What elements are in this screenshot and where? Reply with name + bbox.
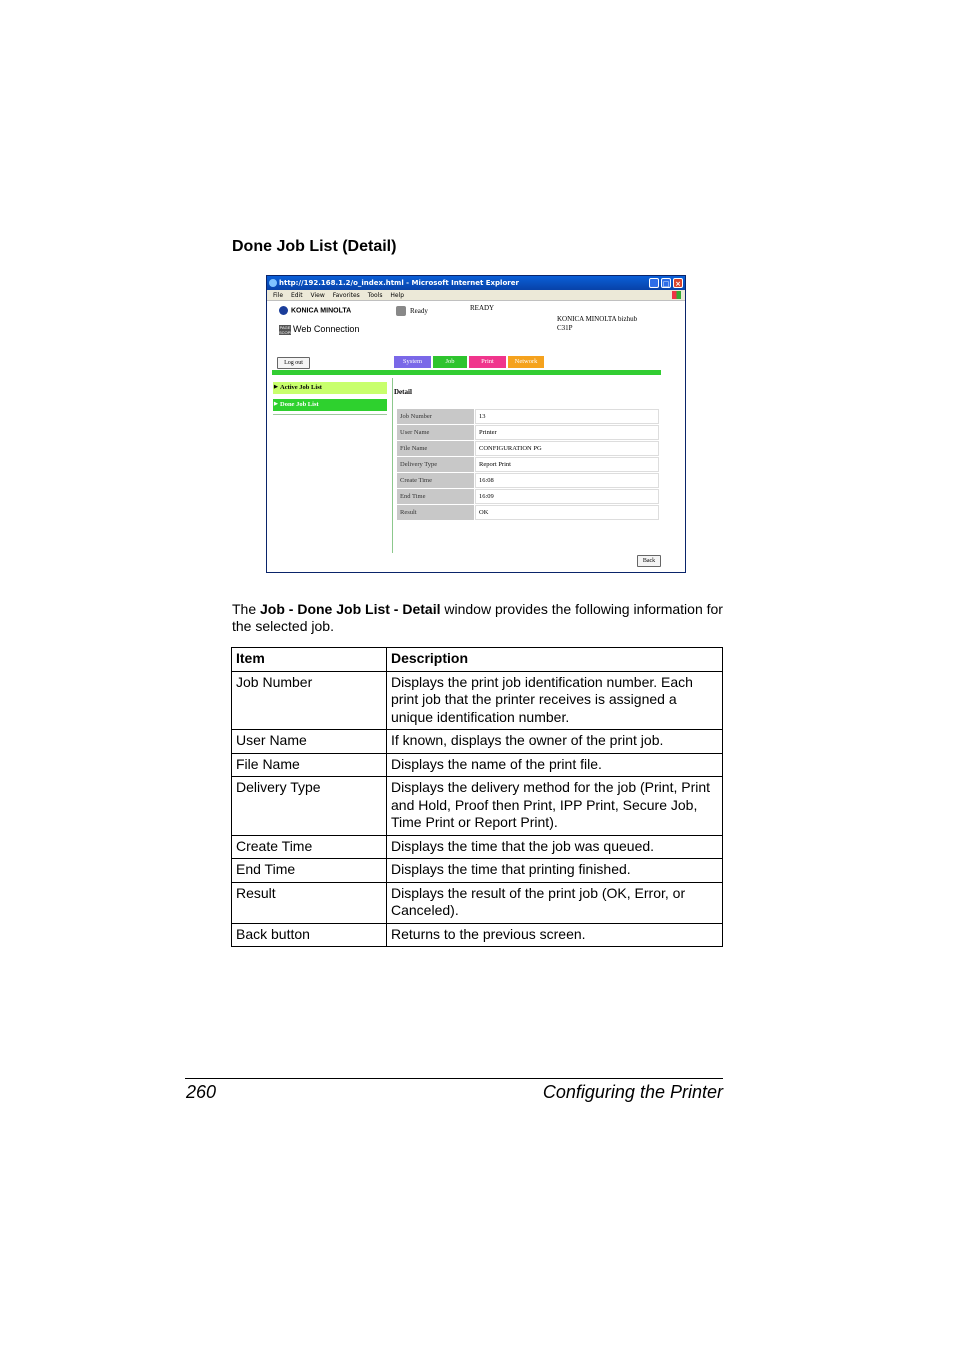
detail-heading: Detail bbox=[394, 388, 412, 396]
vertical-divider bbox=[392, 378, 393, 553]
description-cell: Displays the delivery method for the job (Print, Print and Hold, Proof then Print, IPP Print, Secure Job, Time Print or Report Print). bbox=[387, 777, 723, 836]
menu-view[interactable]: View bbox=[310, 292, 325, 299]
detail-value: CONFIGURATION PG bbox=[475, 441, 659, 456]
item-cell: User Name bbox=[232, 730, 387, 754]
menu-bar bbox=[267, 290, 685, 301]
status-ready: Ready bbox=[410, 307, 428, 315]
description-cell: Returns to the previous screen. bbox=[387, 923, 723, 947]
column-header-description: Description bbox=[387, 648, 723, 672]
item-cell: File Name bbox=[232, 753, 387, 777]
status-ready-upper: READY bbox=[470, 304, 495, 312]
item-cell: Result bbox=[232, 882, 387, 923]
description-cell: Displays the print job identification number. Each print job that the printer receives is assigned a unique identification number. bbox=[387, 671, 723, 730]
sidebar-item-done-job-list[interactable]: ▶ Done Job List bbox=[273, 399, 387, 411]
pagescope-mark-icon: PAGE SCOPE bbox=[279, 324, 294, 335]
detail-row bbox=[397, 489, 659, 504]
detail-row bbox=[397, 425, 659, 440]
tab-job[interactable]: Job bbox=[433, 356, 467, 368]
table-row bbox=[232, 859, 723, 883]
ie-icon bbox=[269, 279, 277, 287]
detail-label: Job Number bbox=[397, 409, 474, 424]
section-title: Done Job List (Detail) bbox=[232, 238, 397, 255]
detail-label: File Name bbox=[397, 441, 474, 456]
window-titlebar bbox=[267, 276, 685, 290]
tab-network[interactable]: Network bbox=[508, 356, 544, 368]
sidebar-item-active-job-list[interactable]: ▶ Active Job List bbox=[273, 382, 387, 394]
item-cell: Back button bbox=[232, 923, 387, 947]
tab-underline-bar bbox=[272, 370, 661, 375]
konica-minolta-mark-icon bbox=[279, 306, 288, 315]
detail-row bbox=[397, 409, 659, 424]
detail-row bbox=[397, 505, 659, 520]
intro-paragraph: The Job - Done Job List - Detail window provides the following information for the selected job. bbox=[232, 601, 723, 634]
detail-value: 13 bbox=[475, 409, 659, 424]
item-cell: Delivery Type bbox=[232, 777, 387, 836]
detail-label: User Name bbox=[397, 425, 474, 440]
model-number: C31P bbox=[557, 324, 573, 332]
description-cell: Displays the time that the job was queued. bbox=[387, 835, 723, 859]
table-row bbox=[232, 923, 723, 947]
window-title: http://192.168.1.2/o_index.html - Microsoft Internet Explorer bbox=[279, 279, 519, 287]
detail-table bbox=[396, 408, 660, 521]
footer-title: Configuring the Printer bbox=[542, 1082, 723, 1102]
item-cell: End Time bbox=[232, 859, 387, 883]
close-button[interactable]: × bbox=[673, 278, 683, 288]
footer-rule bbox=[185, 1078, 723, 1079]
model-name: KONICA MINOLTA bizhub bbox=[557, 315, 638, 323]
detail-row bbox=[397, 473, 659, 488]
table-row bbox=[232, 753, 723, 777]
column-header-item: Item bbox=[232, 648, 387, 672]
page-content bbox=[267, 301, 685, 573]
description-cell: Displays the time that printing finished. bbox=[387, 859, 723, 883]
table-row bbox=[232, 730, 723, 754]
table-row bbox=[232, 835, 723, 859]
description-cell: Displays the result of the print job (OK, Error, or Canceled). bbox=[387, 882, 723, 923]
konica-minolta-logo: KONICA MINOLTA bbox=[279, 306, 351, 315]
menu-edit[interactable]: Edit bbox=[290, 292, 303, 299]
menu-tools[interactable]: Tools bbox=[367, 292, 383, 299]
window-path: Job - Done Job List - Detail bbox=[260, 601, 441, 617]
tab-system[interactable]: System bbox=[394, 356, 431, 368]
page-number: 260 bbox=[186, 1082, 217, 1102]
minimize-button[interactable]: _ bbox=[649, 278, 659, 288]
table-row bbox=[232, 777, 723, 836]
logout-button[interactable]: Log out bbox=[277, 357, 310, 369]
detail-label: Result bbox=[397, 505, 474, 520]
web-connection-logo: PAGE SCOPEWeb Connection bbox=[279, 324, 360, 335]
detail-value: Report Print bbox=[475, 457, 659, 472]
detail-label: End Time bbox=[397, 489, 474, 504]
detail-value: OK bbox=[475, 505, 659, 520]
menu-file[interactable]: File bbox=[273, 292, 284, 299]
maximize-button[interactable]: □ bbox=[662, 280, 670, 288]
menu-help[interactable]: Help bbox=[390, 292, 405, 299]
sidebar-divider bbox=[273, 414, 387, 415]
info-table bbox=[231, 647, 723, 947]
back-button[interactable]: Back bbox=[637, 555, 661, 567]
detail-value: Printer bbox=[475, 425, 659, 440]
table-row bbox=[232, 882, 723, 923]
table-header-row bbox=[232, 648, 723, 672]
tab-print[interactable]: Print bbox=[469, 356, 506, 368]
detail-row bbox=[397, 457, 659, 472]
windows-flag-icon bbox=[672, 291, 681, 299]
detail-row bbox=[397, 441, 659, 456]
printer-icon bbox=[396, 306, 406, 316]
detail-value: 16:09 bbox=[475, 489, 659, 504]
description-cell: If known, displays the owner of the print job. bbox=[387, 730, 723, 754]
item-cell: Job Number bbox=[232, 671, 387, 730]
item-cell: Create Time bbox=[232, 835, 387, 859]
detail-label: Create Time bbox=[397, 473, 474, 488]
detail-label: Delivery Type bbox=[397, 457, 474, 472]
detail-value: 16:08 bbox=[475, 473, 659, 488]
menu-favorites[interactable]: Favorites bbox=[332, 292, 360, 299]
description-cell: Displays the name of the print file. bbox=[387, 753, 723, 777]
table-row bbox=[232, 671, 723, 730]
browser-window bbox=[266, 275, 686, 573]
